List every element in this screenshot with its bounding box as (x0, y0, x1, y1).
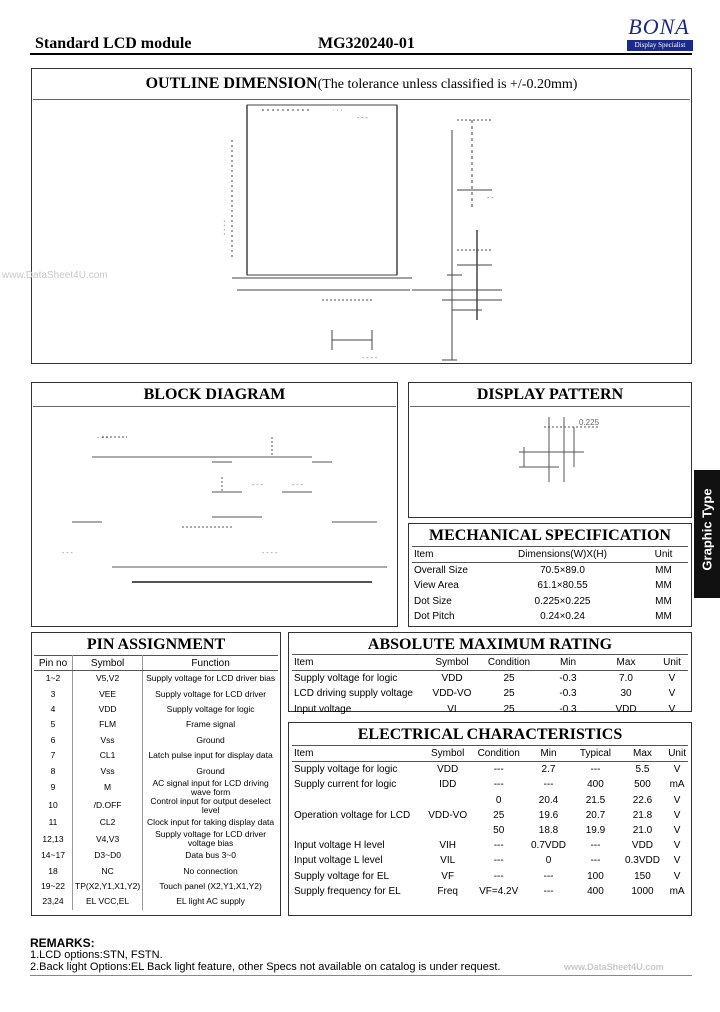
table-row (34, 748, 278, 763)
remarks-line-2: 2.Back light Options:EL Back light feature, other Specs not available on catalog is under request. (30, 961, 501, 973)
elec-unit: V (673, 764, 681, 776)
elec-typical: 20.7 (585, 809, 606, 821)
elec-max: 21.8 (632, 809, 653, 821)
elec-symbol: VDD-VO (428, 809, 468, 821)
pin-number: 1~2 (34, 671, 73, 687)
mech-unit: MM (655, 595, 672, 607)
elec-min: 2.7 (541, 764, 556, 776)
pin-assignment-title: PIN ASSIGNMENT (86, 636, 226, 653)
electrical-table (292, 745, 688, 899)
mech-item: Dot Size (414, 595, 452, 607)
outline-title: OUTLINE DIMENSION (145, 75, 318, 92)
pin-function: Data bus 3~0 (185, 850, 236, 861)
elec-typical: --- (590, 840, 601, 852)
elec-symbol: VIL (440, 855, 456, 867)
elec-max: 1000 (631, 885, 654, 897)
pin-symbol: EL VCC,EL (73, 894, 143, 909)
table-row (34, 671, 278, 687)
pin-number: 5 (34, 717, 73, 732)
elec-item: Supply voltage for EL (294, 870, 390, 882)
pin-number: 18 (34, 864, 73, 879)
footer-rule (30, 975, 692, 976)
svg-text:- - -: - - - (97, 435, 108, 442)
table-row (34, 733, 278, 748)
header-rule (30, 53, 692, 55)
svg-text:- - -: - - - (357, 115, 368, 122)
header-unit: Unit (656, 655, 688, 671)
mech-unit: MM (655, 565, 672, 577)
table-row (34, 848, 278, 863)
table-row (34, 797, 278, 815)
header-min: Min (525, 746, 572, 762)
elec-min: 20.4 (538, 794, 559, 806)
elec-min: 0.7VDD (531, 840, 567, 852)
table-header-row (292, 655, 688, 671)
pin-number: 10 (34, 797, 73, 815)
elec-unit: V (673, 809, 681, 821)
elec-condition: VF=4.2V (479, 885, 519, 897)
pin-number: 3 (34, 686, 73, 701)
pin-symbol: Vss (73, 763, 143, 778)
table-row (292, 853, 688, 868)
elec-unit: mA (669, 779, 685, 791)
brand-logo: BONA (628, 14, 690, 39)
table-row (412, 594, 688, 609)
mech-item: Dot Pitch (414, 610, 455, 622)
pin-assignment-table (34, 655, 278, 910)
outline-heading (32, 75, 691, 93)
remarks-line-1: 1.LCD options:STN, FSTN. (30, 949, 163, 961)
rating-unit: V (668, 688, 676, 700)
pin-function: Touch panel (X2,Y1,X1,Y2) (159, 881, 262, 892)
table-row (292, 869, 688, 884)
header-dimensions: Dimensions(W)X(H) (486, 547, 639, 563)
header-symbol: Symbol (73, 656, 143, 671)
elec-item: Supply voltage for logic (294, 764, 398, 776)
pin-number: 8 (34, 763, 73, 778)
elec-min: 18.8 (538, 825, 559, 837)
elec-max: 5.5 (635, 764, 650, 776)
table-row (34, 702, 278, 717)
elec-item: Operation voltage for LCD (294, 809, 411, 821)
elec-symbol: VIH (439, 840, 457, 852)
pin-number: 4 (34, 702, 73, 717)
table-row (34, 864, 278, 879)
table-row (34, 815, 278, 830)
display-pattern-dimension: 0.225 (579, 418, 600, 427)
header-unit: Unit (666, 746, 688, 762)
rating-min: -0.3 (559, 688, 577, 700)
elec-min: 0 (545, 855, 552, 867)
pin-number: 19~22 (34, 879, 73, 894)
elec-min: --- (543, 779, 554, 791)
header-symbol: Symbol (423, 746, 473, 762)
pin-function: AC signal input for LCD driving wave form (152, 777, 269, 797)
header-item: Item (412, 547, 486, 563)
header-max: Max (596, 655, 656, 671)
svg-text:- - -: - - - (62, 550, 73, 557)
header-symbol: Symbol (426, 655, 478, 671)
mech-value: 70.5×89.0 (540, 565, 585, 577)
header-pin-no: Pin no (34, 656, 73, 671)
svg-text:- - -: - - - (292, 482, 303, 489)
table-row (292, 793, 688, 808)
elec-symbol (423, 823, 473, 838)
elec-typical: --- (590, 764, 601, 776)
pin-function: Ground (196, 765, 225, 776)
elec-unit: V (673, 855, 681, 867)
pin-number: 12,13 (34, 830, 73, 848)
pin-symbol: FLM (73, 717, 143, 732)
rating-item: LCD driving supply voltage (294, 688, 413, 700)
elec-condition: 50 (493, 825, 505, 837)
header-item: Item (292, 655, 426, 671)
svg-text:- -: - - (487, 195, 494, 202)
header-function: Function (143, 656, 278, 671)
svg-text:- - - -: - - - - (362, 355, 378, 362)
pin-function: No connection (183, 865, 238, 876)
pin-function: Control input for output deselect level (150, 795, 271, 815)
block-diagram-panel (31, 382, 398, 627)
elec-min: --- (543, 870, 554, 882)
elec-symbol: VF (441, 870, 455, 882)
elec-typical: 100 (587, 870, 604, 882)
elec-unit: V (673, 794, 681, 806)
table-header-row (412, 547, 688, 563)
table-row (412, 609, 688, 624)
pin-function: Latch pulse input for display data (148, 750, 273, 761)
pin-symbol: TP(X2,Y1,X1,Y2) (73, 879, 143, 894)
table-row (292, 838, 688, 853)
elec-condition: --- (493, 764, 504, 776)
watermark-left: www.DataSheet4U.com (2, 270, 108, 281)
side-tab-label: Graphic Type (699, 488, 715, 571)
block-diagram-title: BLOCK DIAGRAM (143, 386, 286, 403)
elec-unit: V (673, 825, 681, 837)
rating-symbol: VDD (441, 673, 463, 685)
pin-symbol: /D.OFF (73, 797, 143, 815)
pin-symbol: D3~D0 (73, 848, 143, 863)
elec-item: Input voltage L level (294, 855, 383, 867)
outline-dimension-panel (31, 68, 692, 364)
rating-symbol: VI (447, 703, 457, 715)
table-row (292, 762, 688, 778)
elec-unit: mA (669, 885, 685, 897)
table-row (292, 686, 688, 701)
mech-unit: MM (655, 610, 672, 622)
brand-tagline: Display Specialist (627, 40, 693, 51)
rating-item: Input voltage (294, 703, 352, 715)
svg-text:- - -: - - - (252, 482, 263, 489)
pin-function: Supply voltage for LCD driver voltage bias (155, 829, 267, 849)
pin-function: Clock input for taking display data (147, 816, 275, 827)
header-item: Item (292, 746, 423, 762)
elec-max: VDD (631, 840, 654, 852)
rating-min: -0.3 (559, 703, 577, 715)
table-row (34, 779, 278, 797)
mechanical-spec-title: MECHANICAL SPECIFICATION (429, 527, 671, 544)
elec-item (292, 823, 423, 838)
elec-typical: 400 (587, 885, 604, 897)
rating-symbol: VDD-VO (432, 688, 472, 700)
elec-max: 500 (634, 779, 651, 791)
pin-symbol: V4,V3 (73, 830, 143, 848)
pin-symbol: M (73, 779, 143, 797)
rating-max: 7.0 (619, 673, 633, 685)
abs-max-panel (288, 632, 692, 715)
mech-value: 61.1×80.55 (537, 580, 588, 592)
table-row (292, 777, 688, 792)
header-condition: Condition (478, 655, 540, 671)
pin-symbol: VEE (73, 686, 143, 701)
table-header-row (292, 746, 688, 762)
svg-text:- - - -: - - - - (262, 550, 278, 557)
pin-assignment-panel (31, 632, 281, 916)
elec-symbol: VDD (437, 764, 459, 776)
table-row (34, 894, 278, 909)
elec-condition: 25 (493, 809, 505, 821)
pin-symbol: V5,V2 (73, 671, 143, 687)
table-row (34, 763, 278, 778)
rating-min: -0.3 (559, 673, 577, 685)
pin-number: 23,24 (34, 894, 73, 909)
table-row (292, 823, 688, 838)
elec-condition: --- (493, 840, 504, 852)
display-pattern-title: DISPLAY PATTERN (476, 386, 624, 403)
pin-symbol: VDD (73, 702, 143, 717)
pin-symbol: Vss (73, 733, 143, 748)
elec-max: 22.6 (632, 794, 653, 806)
elec-typical: 21.5 (585, 794, 606, 806)
rating-unit: V (668, 703, 676, 715)
elec-unit: V (673, 870, 681, 882)
pin-number: 9 (34, 779, 73, 797)
elec-item: Supply frequency for EL (294, 885, 401, 897)
outline-tolerance: (The tolerance unless classified is +/-0.20mm) (317, 77, 578, 92)
pin-symbol: CL1 (73, 748, 143, 763)
elec-max: 150 (634, 870, 651, 882)
abs-max-title: ABSOLUTE MAXIMUM RATING (367, 636, 613, 653)
svg-text:- - - -: - - - - (220, 220, 227, 236)
display-pattern-drawing (409, 407, 691, 517)
pin-function: Supply voltage for LCD driver (155, 688, 267, 699)
model-number: MG320240-01 (318, 35, 415, 52)
mechanical-spec-table (412, 546, 688, 624)
rating-condition: 25 (503, 673, 515, 685)
mech-value: 0.225×0.225 (534, 595, 591, 607)
elec-item: Supply current for logic (294, 779, 397, 791)
elec-typical: 400 (587, 779, 604, 791)
table-row (292, 671, 688, 687)
elec-min: --- (543, 885, 554, 897)
mechanical-spec-panel (408, 523, 692, 627)
outline-drawing (32, 100, 691, 363)
elec-condition: --- (493, 855, 504, 867)
pin-function: Frame signal (186, 719, 236, 730)
mech-item: Overall Size (414, 565, 468, 577)
rating-item: Supply voltage for logic (294, 673, 398, 685)
pin-function: Ground (196, 734, 225, 745)
rating-unit: V (668, 673, 676, 685)
table-row (292, 808, 688, 823)
elec-typical: 19.9 (585, 825, 606, 837)
pin-function: Supply voltage for LCD driver bias (146, 673, 276, 684)
table-row (34, 686, 278, 701)
rating-max: 30 (620, 688, 632, 700)
header-condition: Condition (473, 746, 525, 762)
mech-value: 0.24×0.24 (540, 610, 585, 622)
elec-min: 19.6 (538, 809, 559, 821)
svg-text:· · ·: · · · (332, 107, 343, 114)
elec-typical: --- (590, 855, 601, 867)
table-row (34, 830, 278, 848)
header-unit: Unit (639, 547, 688, 563)
elec-item: Input voltage H level (294, 840, 385, 852)
table-row (292, 702, 688, 717)
mech-item: View Area (414, 580, 459, 592)
pin-function: EL light AC supply (176, 896, 245, 907)
table-header-row (34, 656, 278, 671)
header-min: Min (540, 655, 596, 671)
side-tab (694, 470, 720, 598)
rating-condition: 25 (503, 703, 515, 715)
electrical-panel (288, 722, 692, 916)
elec-condition: --- (493, 779, 504, 791)
elec-condition: 0 (495, 794, 502, 806)
elec-symbol: Freq (437, 885, 458, 897)
pin-number: 14~17 (34, 848, 73, 863)
table-row (412, 563, 688, 579)
pin-number: 6 (34, 733, 73, 748)
elec-symbol: IDD (439, 779, 457, 791)
block-diagram-drawing (32, 407, 397, 626)
pin-symbol: CL2 (73, 815, 143, 830)
elec-max: 0.3VDD (624, 855, 660, 867)
pin-number: 7 (34, 748, 73, 763)
electrical-title: ELECTRICAL CHARACTERISTICS (357, 726, 623, 743)
elec-max: 21.0 (632, 825, 653, 837)
table-row (34, 717, 278, 732)
rating-max: VDD (615, 703, 637, 715)
pin-function: Supply voltage for logic (166, 703, 255, 714)
pin-symbol: NC (73, 864, 143, 879)
display-pattern-panel (408, 382, 692, 518)
elec-unit: V (673, 840, 681, 852)
abs-max-table (292, 654, 688, 717)
mech-unit: MM (655, 580, 672, 592)
table-row (34, 879, 278, 894)
rating-condition: 25 (503, 688, 515, 700)
pin-number: 11 (34, 815, 73, 830)
elec-symbol (423, 793, 473, 808)
elec-item (292, 793, 423, 808)
document-title: Standard LCD module (35, 35, 192, 52)
header-typical: Typical (572, 746, 619, 762)
table-row (412, 578, 688, 593)
table-row (292, 884, 688, 899)
remarks-title: REMARKS: (30, 936, 95, 950)
elec-condition: --- (493, 870, 504, 882)
header-max: Max (619, 746, 666, 762)
watermark-bottom: www.DataSheet4U.com (564, 962, 664, 972)
